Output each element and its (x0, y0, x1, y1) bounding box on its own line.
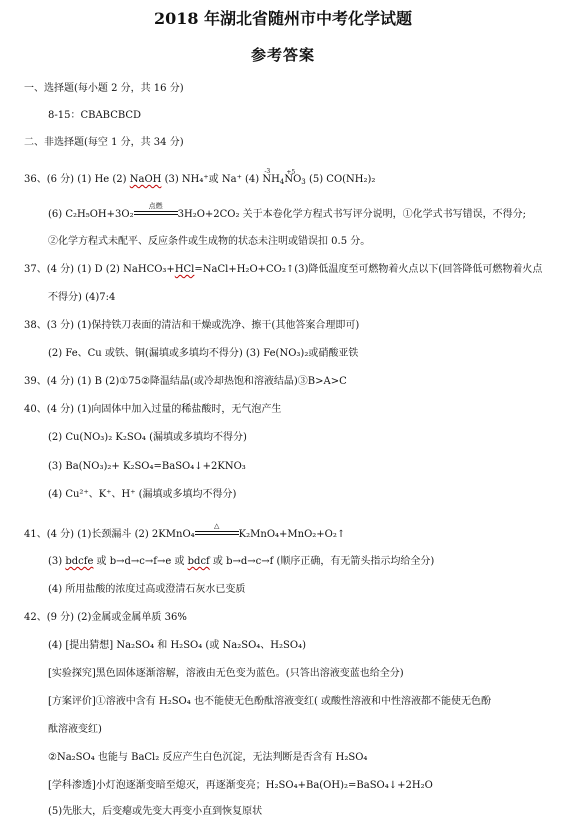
q42-line-8: (5)先胀大，后变瘪或先变大再变小直到恢复原状 (48, 806, 263, 817)
q40-line-1: 40、(4 分) (1)向固体中加入过量的稀盐酸时，无气泡产生 (24, 404, 282, 415)
q36-no: NO (284, 174, 302, 185)
heat-condition-arrow (195, 522, 239, 538)
q41-bdcf: bdcf (187, 556, 210, 567)
q36-naoh: NaOH (129, 174, 162, 185)
q37-text-a: 37、(4 分) (1) D (2) NaHCO₃+ (24, 264, 175, 275)
q41-text-d: 或 b→d→c→f→e 或 (93, 556, 188, 567)
q42-line-2: (4) [提出猜想] Na₂SO₄ 和 H₂SO₄ (或 Na₂SO₄、H₂SO₄) (48, 640, 306, 651)
q36-text-a: 36、(6 分) (1) He (2) (24, 174, 130, 185)
q42-line-5: 酞溶液变红) (48, 724, 102, 735)
q36-line-1 (24, 168, 376, 189)
page-subtitle: 参考答案 (250, 46, 315, 64)
q40-line-4: (4) Cu²⁺、K⁺、H⁺ (漏填或多填均不得分) (48, 489, 237, 500)
q41-text-e: 或 b→d→c→f (顺序正确，有无箭头指示均给全分) (209, 556, 435, 567)
q40-line-3: (3) Ba(NO₃)₂+ K₂SO₄=BaSO₄↓+2KNO₃ (48, 461, 246, 472)
section-1-heading: 一、选择题(每小题 2 分，共 16 分) (24, 83, 184, 94)
q37-line-1 (24, 263, 542, 277)
q41-line-3: (4) 所用盐酸的浓度过高或澄清石灰水已变质 (48, 584, 246, 595)
section-1-answers: 8-15：CBABCBCD (48, 110, 142, 121)
q42-line-7: [学科渗透]小灯泡逐渐变暗至熄灭，再逐渐变亮；H₂SO₄+Ba(OH)₂=BaSO₄↓+2H₂O (48, 780, 433, 791)
q41-text-c: (3) (48, 556, 66, 567)
q36-ox-n2: +5 (286, 169, 296, 176)
q36-no-sub: 3 (301, 178, 306, 186)
q36-line-3: ②化学方程式未配平、反应条件或生成物的状态未注明或错误扣 0.5 分。 (48, 236, 371, 247)
q36-nh: NH (262, 174, 280, 185)
q42-line-6: ②Na₂SO₄ 也能与 BaCl₂ 反应产生白色沉淀，无法判断是否含有 H₂SO₄ (48, 752, 368, 763)
q38-line-1: 38、(3 分) (1)保持铁刀表面的清洁和干燥或洗净、擦干(其他答案合理即可) (24, 320, 360, 331)
q41-bdcfe: bdcfe (65, 556, 94, 567)
q42-line-4: [方案评价]①溶液中含有 H₂SO₄ 也不能使无色酚酞溶液变红( 或酸性溶液和中性溶液都不能使无色酚 (48, 696, 492, 707)
q36-eq-right: 3H₂O+2CO₂ 关于本卷化学方程式书写评分说明，①化学式书写错误，不得分; (177, 209, 527, 220)
q36-text-b: (3) NH₄⁺或 Na⁺ (4) (161, 174, 263, 185)
q36-line-2 (48, 202, 527, 222)
q36-eq-left: (6) C₂H₅OH+3O₂ (48, 209, 134, 220)
q37-text-b: =NaCl+H₂O+CO₂↑(3)降低温度至可燃物着火点以下(回答降低可燃物着火点 (194, 264, 543, 275)
q42-line-1: 42、(9 分) (2)金属或金属单质 36% (24, 612, 187, 623)
q39-line-1: 39、(4 分) (1) B (2)①75②降温结晶(或冷却热饱和溶液结晶)③B>A>C (24, 376, 347, 387)
q36-condition: 点燃 (148, 202, 163, 210)
q36-ox-n1: -3 (264, 168, 271, 175)
q40-line-2: (2) Cu(NO₃)₂ K₂SO₄ (漏填或多填均不得分) (48, 432, 247, 443)
q36-nh-sub: 4 (279, 178, 285, 186)
q41-line-1 (24, 522, 346, 542)
q36-text-c: (5) CO(NH₂)₂ (305, 174, 376, 185)
q41-line-2 (48, 555, 434, 569)
reaction-condition-arrow (134, 202, 178, 218)
q37-hcl: HCl (174, 264, 195, 275)
q36-ammonium-nitrate (262, 168, 306, 189)
q41-text-b: K₂MnO₄+MnO₂+O₂↑ (238, 529, 346, 540)
section-2-heading: 二、非选择题(每空 1 分，共 34 分) (24, 137, 184, 148)
q41-condition: △ (213, 522, 220, 530)
page-title: 2018 年湖北省随州市中考化学试题 (153, 9, 413, 28)
q38-line-2: (2) Fe、Cu 或铁、铜(漏填或多填均不得分) (3) Fe(NO₃)₂或硝酸亚铁 (48, 348, 359, 359)
q41-text-a: 41、(4 分) (1)长颈漏斗 (2) 2KMnO₄ (24, 529, 195, 540)
q42-line-3: [实验探究]黑色固体逐渐溶解，溶液由无色变为蓝色。(只答出溶液变蓝也给全分) (48, 668, 404, 679)
q37-line-2: 不得分) (4)7:4 (48, 292, 116, 303)
